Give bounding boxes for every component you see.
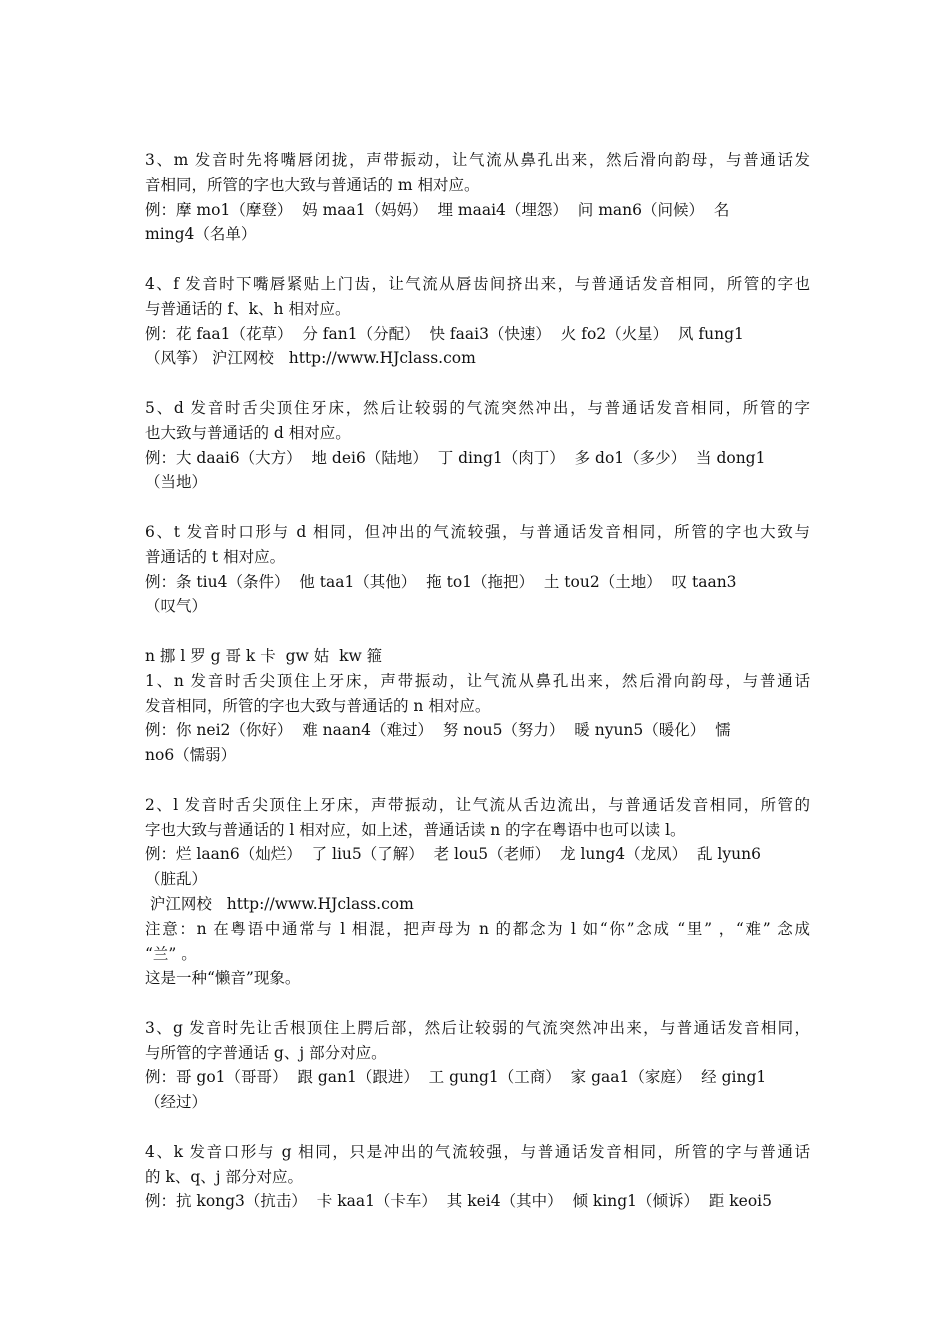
text-line: 的 k、q、j 部分对应。 [145,1167,303,1186]
text-line: 例：大 daai6（大方） 地 dei6（陆地） 丁 ding1（肉丁） 多 do1（多少） 当 dong1 [145,448,766,467]
paragraph-gap [145,768,810,793]
text-line: （脏乱） [145,870,208,889]
text-line: 3、g 发音时先让舌根顶住上腭后部，然后让较弱的气流突然冲出来，与普通话发音相同， [145,1018,810,1037]
text-line: 注意：n 在粤语中通常与 l 相混，把声母为 n 的都念为 l 如“你”念成 “里” ，“难” 念成 [145,919,810,938]
text-line: 3、m 发音时先将嘴唇闭拢，声带振动，让气流从鼻孔出来，然后滑向韵母，与普通话发 [145,151,810,169]
paragraph-gap [145,1115,810,1140]
text-line: （经过） [145,1093,208,1112]
text-line: “兰” 。 [145,944,197,963]
text-line: 4、k 发音口形与 g 相同，只是冲出的气流较强，与普通话发音相同，所管的字与普通话 [145,1142,810,1161]
paragraph-gap [145,495,810,520]
text-line: 5、d 发音时舌尖顶住牙床，然后让较弱的气流突然冲出，与普通话发音相同，所管的字 [145,398,810,417]
text-line: 例：摩 mo1（摩登） 妈 maa1（妈妈） 埋 maai4（埋怨） 问 man6（问候） 名 [145,200,730,219]
text-line: ming4（名单） [145,225,257,244]
text-line: （当地） [145,473,208,492]
text-line: 发音相同，所管的字也大致与普通话的 n 相对应。 [145,696,491,715]
text-line: 4、f 发音时下嘴唇紧贴上门齿，让气流从唇齿间挤出来，与普通话发音相同，所管的字也 [145,274,810,293]
text-line: 与所管的字普通话 g、j 部分对应。 [145,1043,387,1062]
text-line: 普通话的 t 相对应。 [145,547,286,566]
text-line: 音相同，所管的字也大致与普通话的 m 相对应。 [145,175,480,194]
paragraph-gap [145,371,810,396]
text-line: 1、n 发音时舌尖顶住上牙床，声带振动，让气流从鼻孔出来，然后滑向韵母，与普通话 [145,671,810,690]
text-line: 例：抗 kong3（抗击） 卡 kaa1（卡车） 其 kei4（其中） 倾 king1（倾诉） 距 keoi5 [145,1192,772,1211]
text-line: 例：花 faa1（花草） 分 fan1（分配） 快 faai3（快速） 火 fo2（火星） 风 fung1 [145,324,744,343]
paragraph-gap [145,247,810,272]
text-line: 2、l 发音时舌尖顶住上牙床，声带振动，让气流从舌边流出，与普通话发音相同，所管的 [145,795,810,814]
document-body [145,148,810,1214]
section-heading: n 挪 l 罗 g 哥 k 卡 gw 姑 kw 箍 [145,646,383,665]
text-line: 与普通话的 f、k、h 相对应。 [145,299,351,318]
text-line: （叹气） [145,597,208,616]
text-line: （风筝） 沪江网校 http://www.HJclass.com [145,349,476,368]
paragraph-gap [145,991,810,1016]
text-line: 例：烂 laan6（灿烂） 了 liu5（了解） 老 lou5（老师） 龙 lung4（龙凤） 乱 lyun6 [145,845,761,864]
text-line: 例：哥 go1（哥哥） 跟 gan1（跟进） 工 gung1（工商） 家 gaa1（家庭） 经 ging1 [145,1068,767,1087]
paragraph-gap [145,619,810,644]
text-line: no6（懦弱） [145,746,237,765]
text-line: 沪江网校 http://www.HJclass.com [145,894,414,913]
text-line: 字也大致与普通话的 l 相对应，如上述，普通话读 n 的字在粤语中也可以读 l。 [145,820,686,839]
text-line: 例：条 tiu4（条件） 他 taa1（其他） 拖 to1（拖把） 土 tou2（土地） 叹 taan3 [145,572,737,591]
text-line: 例：你 nei2（你好） 难 naan4（难过） 努 nou5（努力） 暖 nyun5（暖化） 懦 [145,721,731,740]
text-line: 6、t 发音时口形与 d 相同，但冲出的气流较强，与普通话发音相同，所管的字也大致与 [145,522,810,541]
text-line: 也大致与普通话的 d 相对应。 [145,423,351,442]
text-line: 这是一种“懒音”现象。 [145,969,301,988]
